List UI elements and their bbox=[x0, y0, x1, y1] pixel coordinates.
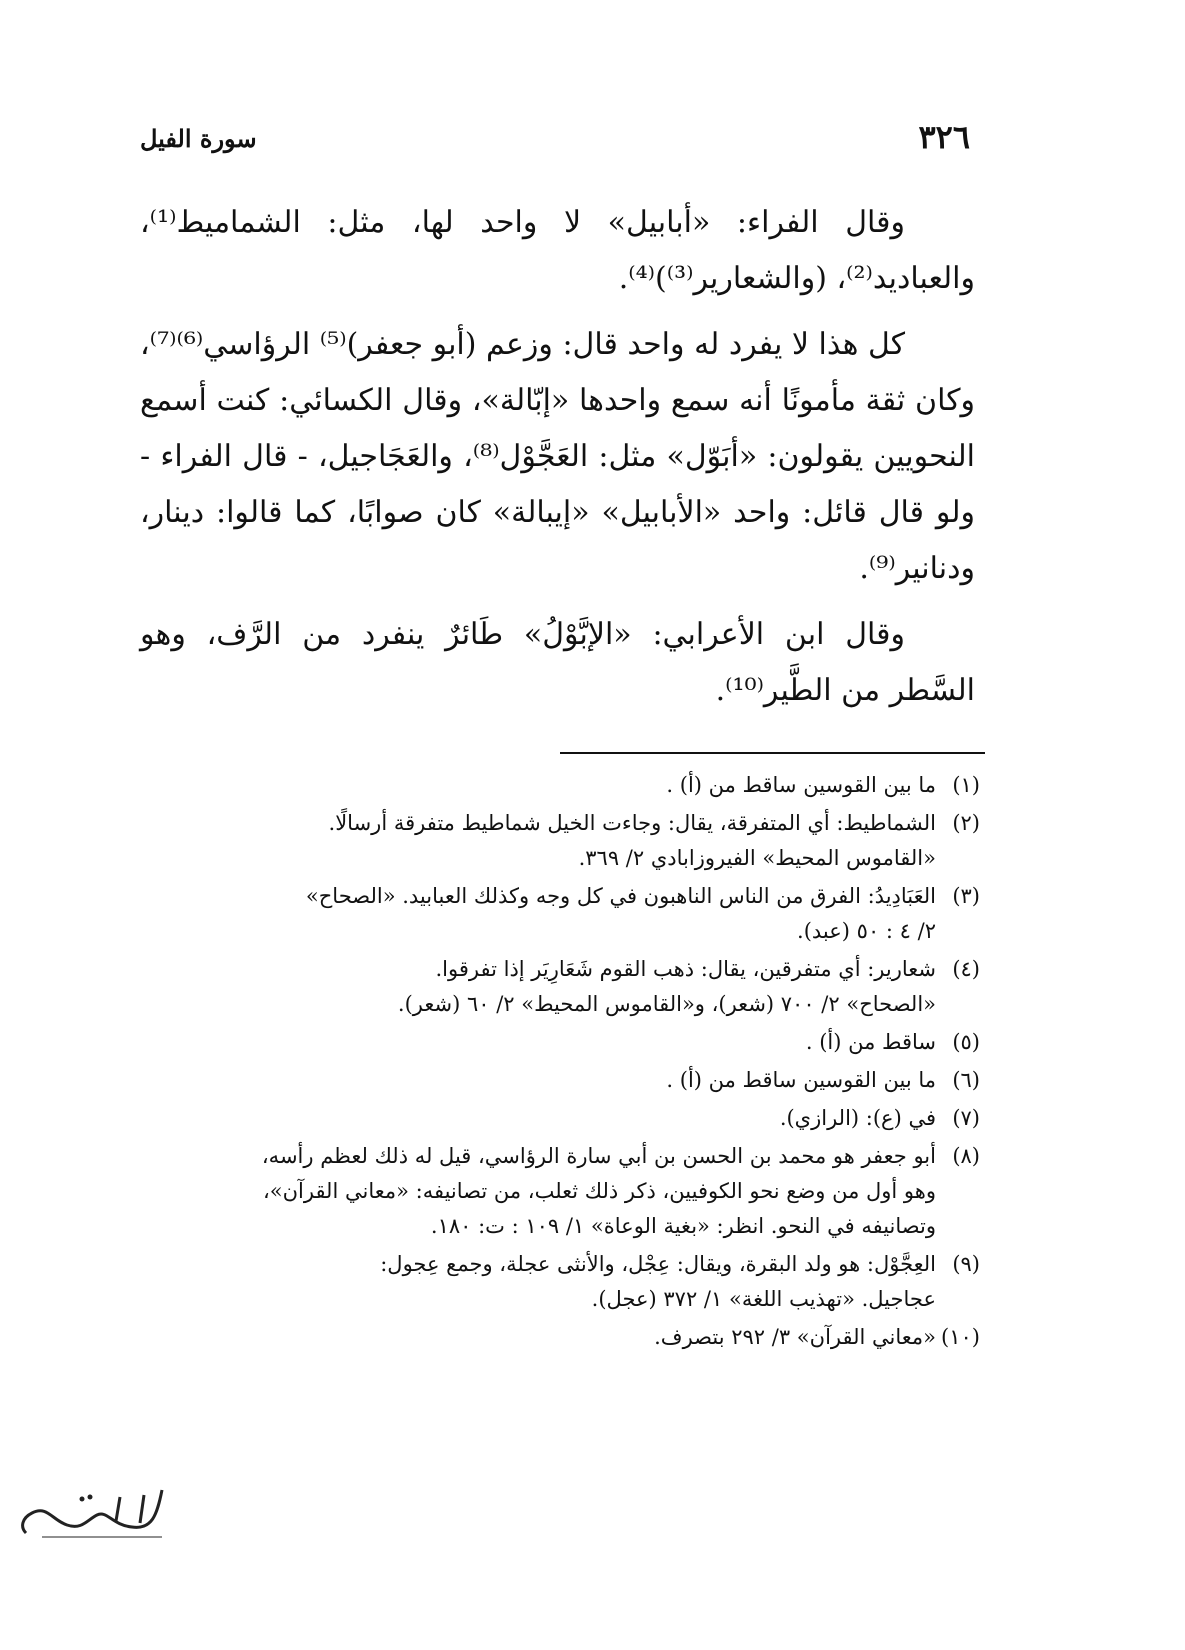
footnote-number: (٢) bbox=[952, 811, 980, 835]
footnote-line: «الصحاح» ٢/ ٧٠٠ (شعر)، و«القاموس المحيط» ٢/ ٦٠ (شعر). bbox=[397, 992, 936, 1016]
footnote bbox=[140, 952, 980, 1022]
page-header bbox=[140, 118, 970, 162]
footnote-body bbox=[140, 952, 936, 1022]
footnote bbox=[140, 1101, 980, 1136]
footnote-body bbox=[140, 1063, 936, 1098]
footnote-body bbox=[140, 1320, 936, 1355]
footnote-number: (٩) bbox=[952, 1252, 980, 1276]
footnote-number: (١٠) bbox=[941, 1325, 980, 1349]
footnote-divider bbox=[560, 752, 985, 754]
footnote-line: «معاني القرآن» ٣/ ٢٩٢ بتصرف. bbox=[654, 1325, 936, 1349]
footnote-line: شعارير: أي متفرقين، يقال: ذهب القوم شَعَارِيَر إذا تفرقوا. bbox=[435, 957, 936, 981]
footnote-line: ما بين القوسين ساقط من (أ) . bbox=[666, 773, 936, 797]
main-text bbox=[140, 195, 975, 729]
surah-title: سورة الفيل bbox=[140, 124, 257, 153]
footnotes bbox=[140, 768, 980, 1358]
footnote-line: الشماطيط: أي المتفرقة، يقال: وجاءت الخيل شماطيط متفرقة أرسالًا. bbox=[328, 811, 936, 835]
footnote-body bbox=[140, 1025, 936, 1060]
footnote bbox=[140, 768, 980, 803]
footnote-body bbox=[140, 1139, 936, 1244]
footnote bbox=[140, 1063, 980, 1098]
footnote-number: (٥) bbox=[952, 1030, 980, 1054]
footnote bbox=[140, 1247, 980, 1317]
footnote-body bbox=[140, 1247, 936, 1317]
footnote-body bbox=[140, 879, 936, 949]
footnote-line: ٢/ ٤ : ٥٠ (عبد). bbox=[797, 919, 936, 943]
footnote-line: عجاجيل. «تهذيب اللغة» ١/ ٣٧٢ (عجل). bbox=[591, 1287, 936, 1311]
footnote-number: (١) bbox=[952, 773, 980, 797]
footnote-number: (٤) bbox=[952, 957, 980, 981]
footnote bbox=[140, 1025, 980, 1060]
footnote-line: وتصانيفه في النحو. انظر: «بغية الوعاة» ١/ ١٠٩ : ت: ١٨٠. bbox=[430, 1214, 936, 1238]
footnote-body bbox=[140, 768, 936, 803]
paragraph: وقال الفراء: «أبابيل» لا واحد لها، مثل: الشماميط⁽¹⁾، والعباديد⁽²⁾، (والشعارير⁽³⁾)⁽⁴⁾. bbox=[140, 205, 975, 296]
footnote-line: العِجَّوْل: هو ولد البقرة، ويقال: عِجْل، والأنثى عجلة، وجمع عِجول: bbox=[380, 1252, 936, 1276]
paragraph: وقال ابن الأعرابي: «الإبَّوْلُ» طَائرٌ ينفرد من الرَّف، وهو السَّطر من الطَّير⁽¹⁰⁾. bbox=[140, 617, 975, 708]
footnote-line: أبو جعفر هو محمد بن الحسن بن أبي سارة الرؤاسي، قيل له ذلك لعظم رأسه، bbox=[261, 1144, 936, 1168]
footnote-line: في (ع): (الرازي). bbox=[779, 1106, 936, 1130]
paragraph: كل هذا لا يفرد له واحد قال: وزعم (أبو جعفر)⁽⁵⁾ الرؤاسي⁽⁶⁾⁽⁷⁾، وكان ثقة مأمونًا أنه سمع واحدها «إبّالة»، وقال الكسائي: كنت أسمع النحويين يقولون: «أبَوّل» مثل: العَجَّوْل⁽⁸⁾، والعَجَاجيل، - قال الفراء - ولو قال قائل: واحد «الأبابيل» «إيبالة» كان صوابًا، كما قالوا: دينار، ودنانير⁽⁹⁾. bbox=[140, 327, 975, 586]
footnote-line: وهو أول من وضع نحو الكوفيين، ذكر ذلك ثعلب، من تصانيفه: «معاني القرآن»، bbox=[262, 1179, 936, 1203]
page-number: ٣٢٦ bbox=[918, 118, 970, 156]
footnote bbox=[140, 1320, 980, 1355]
calligraphy-logo bbox=[12, 1475, 172, 1545]
footnote bbox=[140, 1139, 980, 1244]
footnote-number: (٨) bbox=[952, 1144, 980, 1168]
footnote-body bbox=[140, 1101, 936, 1136]
footnote-number: (٦) bbox=[952, 1068, 980, 1092]
footnote bbox=[140, 806, 980, 876]
footnote-body bbox=[140, 806, 936, 876]
footnote-line: ساقط من (أ) . bbox=[805, 1030, 936, 1054]
footnote-line: العَبَادِيدُ: الفرق من الناس الناهبون في كل وجه وكذلك العبابيد. «الصحاح» bbox=[305, 884, 936, 908]
footnote-line: «القاموس المحيط» الفيروزابادي ٢/ ٣٦٩. bbox=[578, 846, 936, 870]
footnote-line: ما بين القوسين ساقط من (أ) . bbox=[666, 1068, 936, 1092]
footnote-number: (٣) bbox=[952, 884, 980, 908]
footnote-number: (٧) bbox=[952, 1106, 980, 1130]
footnote bbox=[140, 879, 980, 949]
